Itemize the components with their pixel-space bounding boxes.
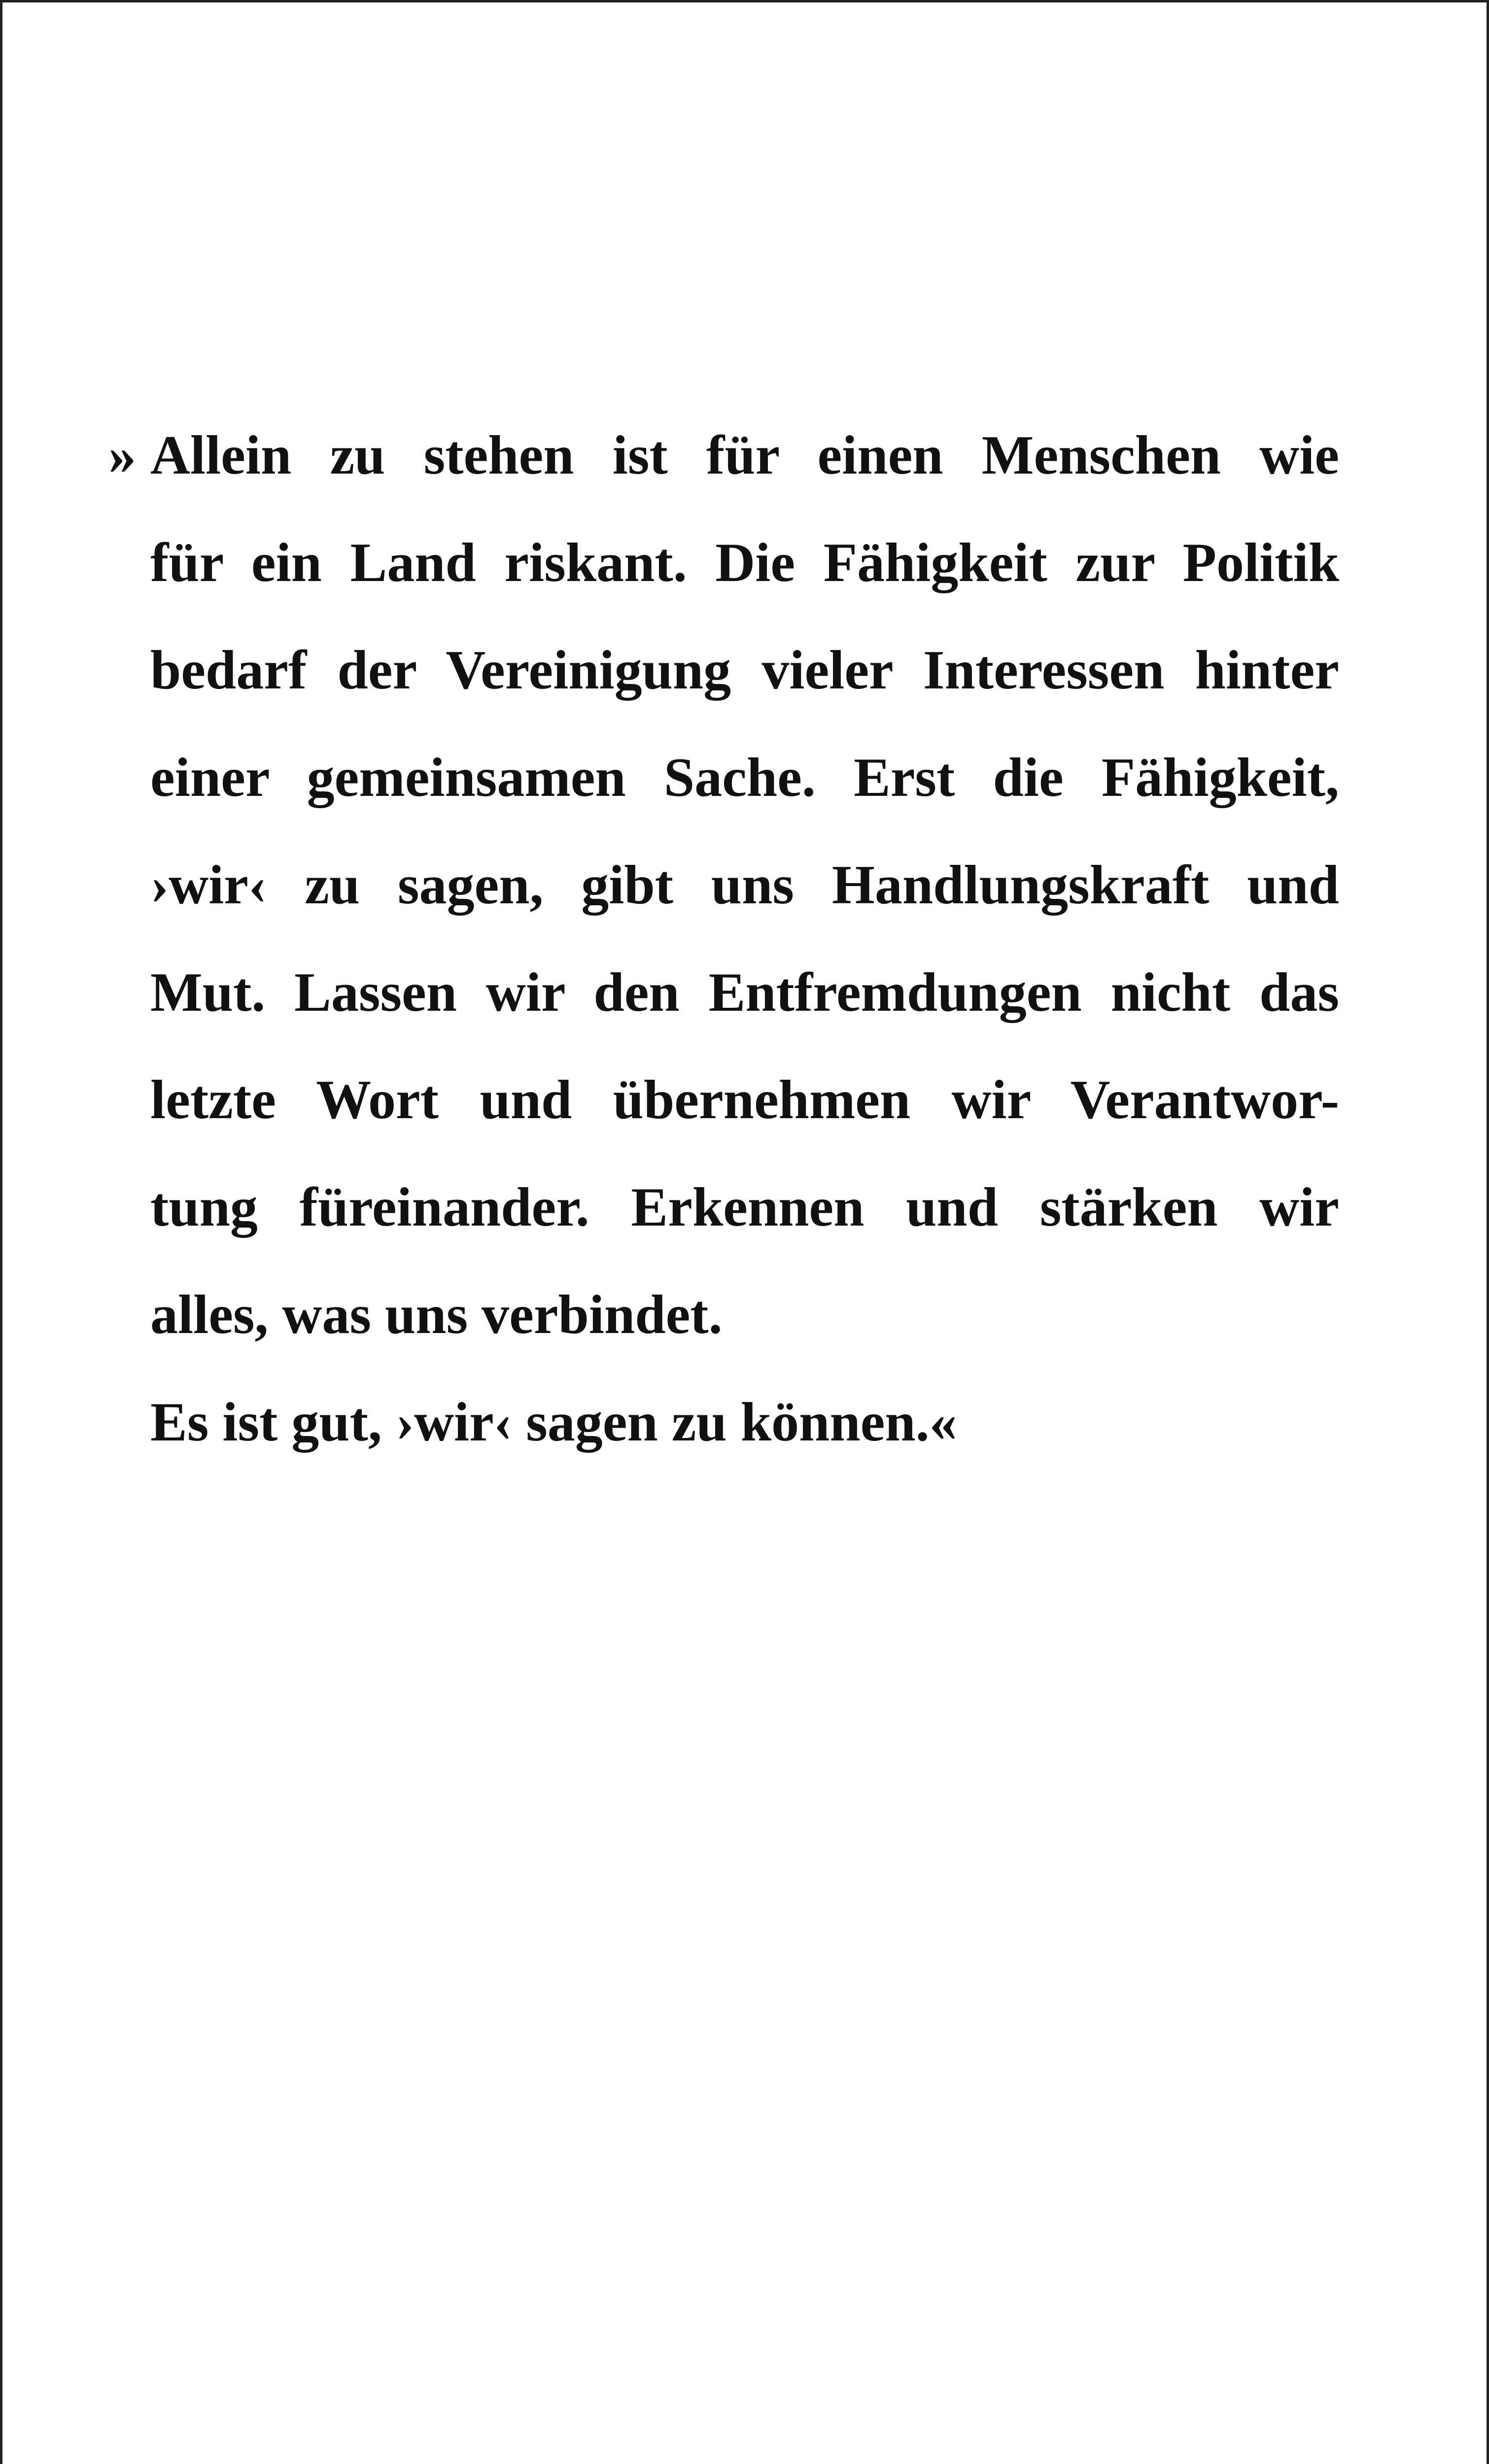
- quote-line-5: ›wir‹ zu sagen, gibt uns Handlungskraft und: [150, 855, 1339, 916]
- quote-line-7: letzte Wort und übernehmen wir Verantwor-: [150, 1069, 1339, 1130]
- quote-line-9: alles, was uns verbindet.: [150, 1284, 723, 1345]
- quote-line-8: tung füreinander. Erkennen und stärken wir: [150, 1177, 1339, 1238]
- quote-line-4: einer gemeinsamen Sache. Erst die Fähigkeit,: [150, 747, 1339, 808]
- opening-quote-mark: »: [108, 425, 136, 486]
- quote-line-1-text: Allein zu stehen ist für einen Menschen wie: [150, 425, 1339, 486]
- quote-line-2: für ein Land riskant. Die Fähigkeit zur Politik: [150, 532, 1339, 593]
- quote-line-3: bedarf der Vereinigung vieler Interessen hinter: [150, 640, 1339, 701]
- quote-line-1: [108, 402, 1339, 509]
- quote-line-6: Mut. Lassen wir den Entfremdungen nicht das: [150, 962, 1339, 1023]
- quote-line-10: Es ist gut, ›wir‹ sagen zu können.«: [150, 1392, 957, 1453]
- quote-block: [108, 402, 1339, 1476]
